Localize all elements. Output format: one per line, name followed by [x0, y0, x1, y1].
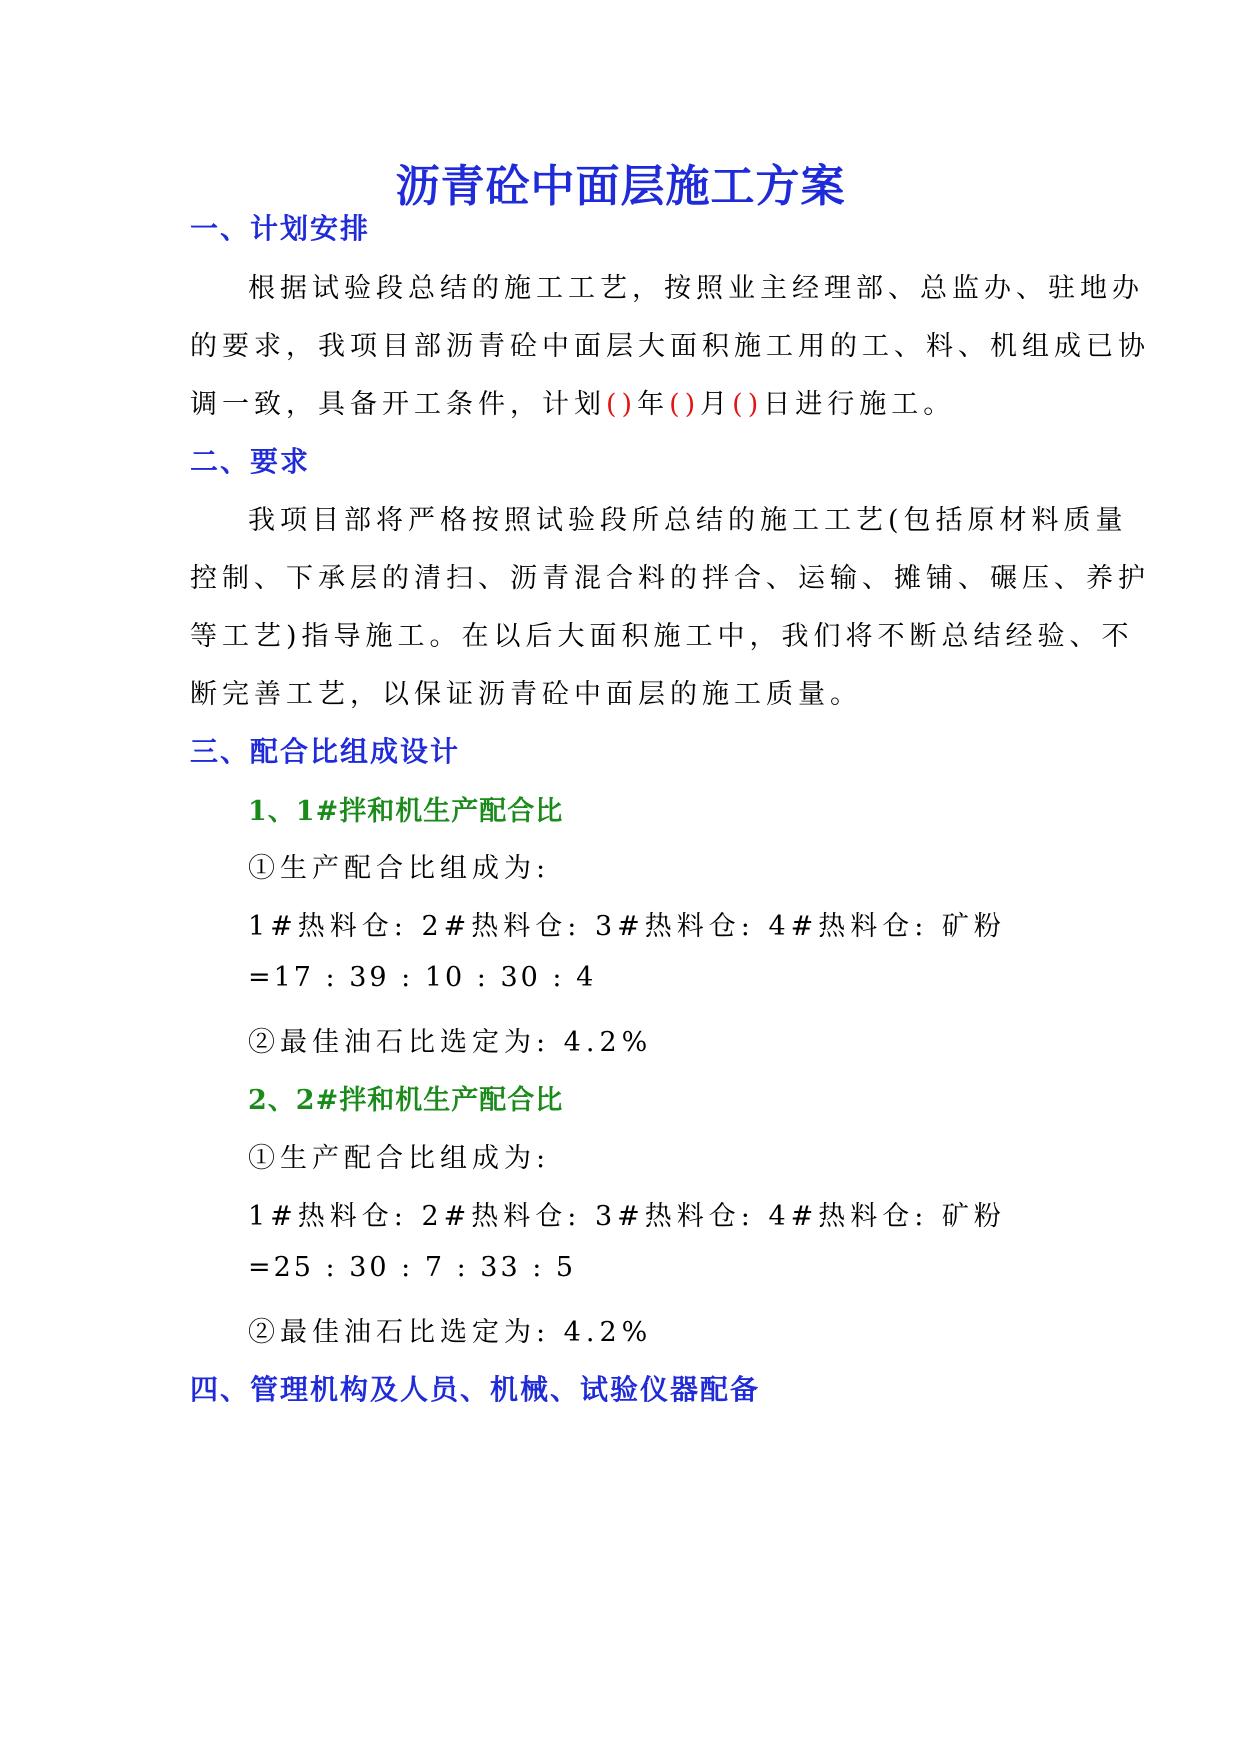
composition-label: ①生产配合比组成为: — [248, 1143, 551, 1174]
oil-stone-ratio: ②最佳油石比选定为: 4.2% — [248, 1027, 653, 1058]
section-heading-requirements: 二、要求 — [190, 445, 311, 478]
paragraph-line: 我项目部将严格按照试验段所总结的施工工艺(包括原材料质量 — [248, 505, 1128, 536]
schedule-suffix: 日进行施工。 — [763, 389, 956, 420]
section-heading-management: 四、管理机构及人员、机械、试验仪器配备 — [190, 1373, 761, 1406]
section-heading-mix-design: 三、配合比组成设计 — [190, 735, 461, 768]
day-blank: () — [732, 389, 764, 420]
bin-list: 1#热料仓: 2#热料仓: 3#热料仓: 4#热料仓: 矿粉 — [248, 1201, 1006, 1232]
paragraph-line — [190, 382, 1056, 421]
paragraph-line: 根据试验段总结的施工工艺，按照业主经理部、总监办、驻地办 — [248, 273, 1144, 304]
month-blank: () — [669, 389, 701, 420]
subsection-heading-mixer-1: 1、1#拌和机生产配合比 — [248, 796, 564, 827]
paragraph-line: 等工艺)指导施工。在以后大面积施工中，我们将不断总结经验、不 — [190, 621, 1134, 652]
month-label: 月 — [700, 389, 733, 420]
subsection-heading-mixer-2: 2、2#拌和机生产配合比 — [248, 1085, 564, 1116]
composition-label: ①生产配合比组成为: — [248, 853, 551, 884]
mix-ratio: =17 : 39 : 10 : 30 : 4 — [248, 962, 597, 993]
year-blank: () — [606, 389, 638, 420]
mix-ratio: =25 : 30 : 7 : 33 : 5 — [248, 1252, 577, 1283]
document-title: 沥青砼中面层施工方案 — [395, 161, 846, 212]
paragraph-line: 的要求，我项目部沥青砼中面层大面积施工用的工、料、机组成已协 — [190, 331, 1150, 362]
section-heading-plan: 一、计划安排 — [190, 212, 371, 245]
bin-list: 1#热料仓: 2#热料仓: 3#热料仓: 4#热料仓: 矿粉 — [248, 911, 1006, 942]
schedule-text: 调一致，具备开工条件，计划 — [190, 389, 606, 420]
paragraph-line: 断完善工艺，以保证沥青砼中面层的施工质量。 — [190, 679, 862, 710]
paragraph-line: 控制、下承层的清扫、沥青混合料的拌合、运输、摊铺、碾压、养护 — [190, 563, 1150, 594]
oil-stone-ratio: ②最佳油石比选定为: 4.2% — [248, 1317, 653, 1348]
year-label: 年 — [637, 389, 670, 420]
